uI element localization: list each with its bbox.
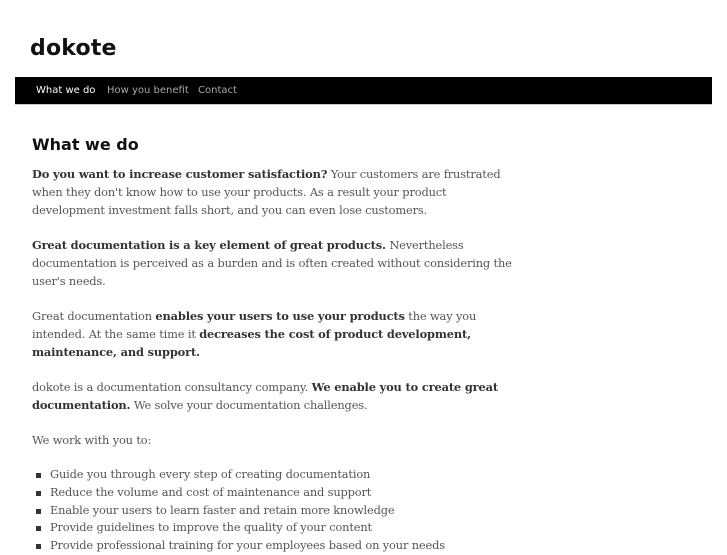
square-bullet-icon: [36, 526, 41, 531]
body-text: Your customers are frustrated when they don't know how to use your products. As a result your product development investment falls short, and you can even lose customers.: [32, 167, 501, 217]
bold-text: decreases the cost of product development, maintenance, and support.: [32, 327, 471, 359]
site-title[interactable]: dokote: [30, 36, 117, 61]
square-bullet-icon: [36, 491, 41, 496]
paragraph-company: [32, 378, 522, 414]
list-item-text: Guide you through every step of creating documentation: [50, 467, 371, 481]
page-heading: What we do: [32, 135, 139, 154]
bold-text: enables your users to use your products: [155, 309, 405, 323]
list-item: [50, 484, 522, 502]
nav-item-what-we-do[interactable]: What we do: [36, 85, 96, 96]
list-item: [50, 519, 522, 537]
body-text: Great documentation: [32, 309, 156, 323]
bold-text: We enable you to create great documentation.: [32, 380, 498, 412]
body-text: dokote is a documentation consultancy company.: [32, 380, 312, 394]
body-text: Nevertheless documentation is perceived as a burden and is often created without considering the user's needs.: [32, 238, 512, 288]
services-list: [32, 466, 522, 555]
paragraph-key-element: [32, 236, 522, 290]
paragraph-intro: [32, 165, 522, 219]
paragraph-benefits: [32, 307, 522, 361]
square-bullet-icon: [36, 473, 41, 478]
list-item: [50, 537, 522, 555]
main-content: [32, 130, 522, 555]
list-item-text: Provide guidelines to improve the quality of your content: [50, 520, 372, 535]
nav-item-how-you-benefit[interactable]: How you benefit: [107, 85, 189, 96]
square-bullet-icon: [36, 509, 41, 514]
nav-item-contact[interactable]: Contact: [198, 85, 237, 96]
paragraph-work-with: We work with you to:: [32, 433, 152, 447]
list-item-text: Enable your users to learn faster and retain more knowledge: [50, 502, 395, 517]
list-item-text: Reduce the volume and cost of maintenance and support: [50, 484, 372, 499]
list-item-text: Provide professional training for your employees based on your needs: [50, 538, 445, 553]
main-nav: [15, 77, 712, 105]
bold-text: Great documentation is a key element of great products.: [32, 238, 386, 252]
bold-text: Do you want to increase customer satisfaction?: [32, 167, 328, 181]
body-text: the way you intended. At the same time it: [32, 309, 477, 341]
list-item: [50, 466, 522, 484]
body-text: We solve your documentation challenges.: [130, 398, 368, 412]
list-item: [50, 502, 522, 520]
